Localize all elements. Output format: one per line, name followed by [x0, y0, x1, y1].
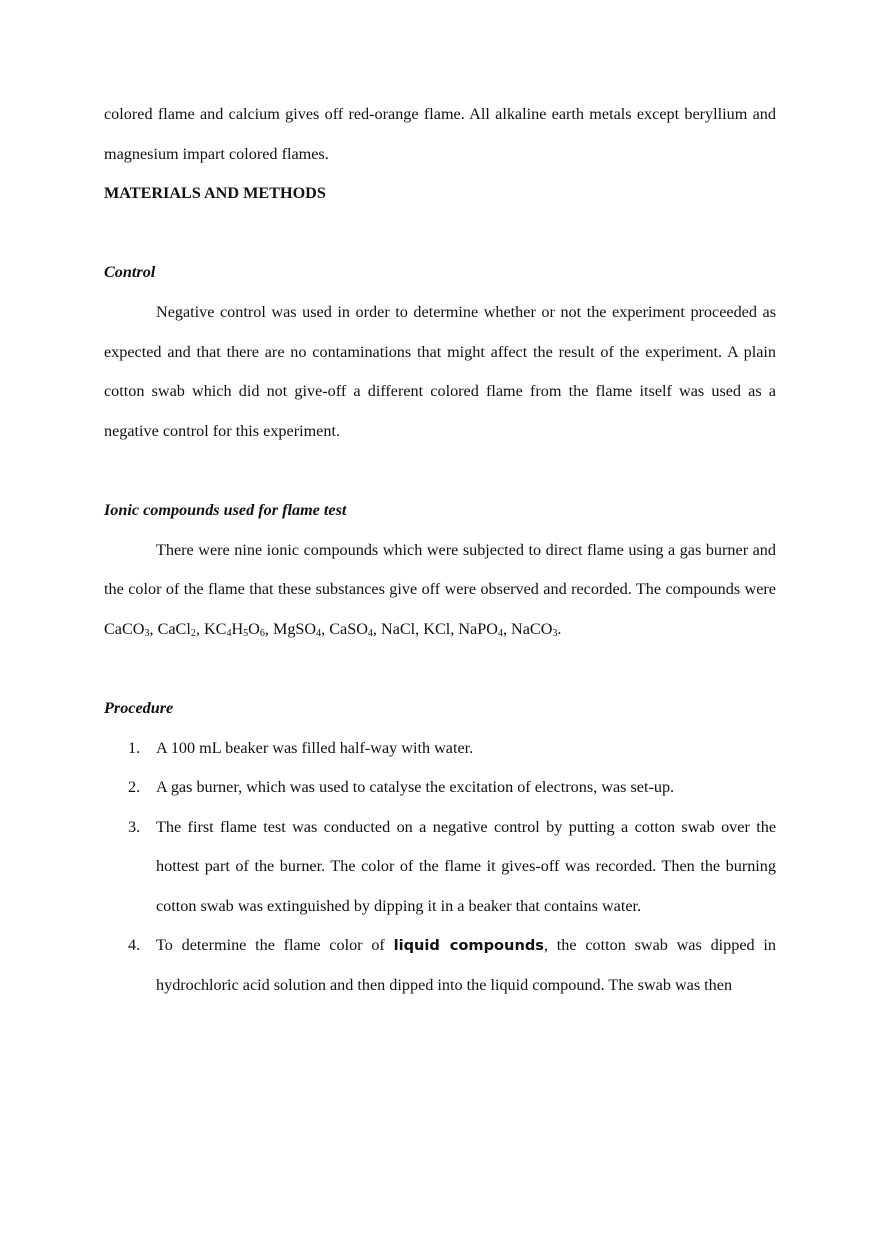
- compound-NaPO4: NaPO$_4$,: [458, 619, 512, 639]
- compound-MgSO4: MgSO$_4$,: [272, 619, 330, 639]
- step-text: To determine the flame color of liquid compounds, the cotton swab was dipped in hydrochloric acid solution and then dipped into the liquid compound. The swab was then: [156, 936, 776, 995]
- spacer: [104, 649, 776, 689]
- compound-KC4H5O6: $KC_4H_5O_6$,: [203, 619, 273, 639]
- procedure-list: [104, 729, 776, 1006]
- compound-KCl: KCl,: [423, 619, 459, 638]
- control-paragraph: Negative control was used in order to determine whether or not the experiment proceeded as expected and that there are no contaminations that might affect the result of the experiment. A plain cotton swab which did not give-off a different colored flame from the flame itself was used as a negative control for this experiment.: [104, 302, 776, 440]
- spacer: [104, 214, 776, 254]
- compound-CaCl2: CaCl$_2$,: [157, 619, 204, 639]
- spacer: [104, 451, 776, 491]
- step-text: A gas burner, which was used to catalyse the excitation of electrons, was set-up.: [156, 778, 675, 797]
- compound-NaCl: NaCl,: [381, 619, 424, 638]
- ionic-paragraph: [104, 531, 776, 650]
- compound-CaCO3: CaCO$_3$,: [104, 619, 158, 639]
- step-text: The first flame test was conducted on a negative control by putting a cotton swab over the hottest part of the burner. The color of the flame it gives-off was recorded. Then the burning cotton swab was extinguished by dipping it in a beaker that contains water.: [156, 817, 776, 915]
- procedure-step: [104, 808, 776, 927]
- step-number: 3.: [128, 817, 141, 836]
- control-heading: Control: [104, 263, 156, 282]
- ionic-text: There were nine ionic compounds which were subjected to direct flame using a gas burner and the color of the flame that these substances give off were observed and recorded. The compounds were: [104, 540, 776, 599]
- step-number: 4.: [128, 936, 141, 955]
- step-number: 1.: [128, 738, 141, 757]
- liquid-compounds-emphasis: liquid compounds: [393, 937, 544, 955]
- ionic-heading: Ionic compounds used for flame test: [104, 500, 347, 519]
- procedure-heading: Procedure: [104, 698, 174, 717]
- procedure-step: [104, 768, 776, 808]
- compound-CaSO4: CaSO$_4$,: [329, 619, 381, 639]
- procedure-step: [104, 729, 776, 769]
- step-number: 2.: [128, 778, 141, 797]
- step-text: A 100 mL beaker was filled half-way with water.: [156, 738, 474, 757]
- section-title: MATERIALS AND METHODS: [104, 184, 326, 203]
- procedure-step: [104, 926, 776, 1005]
- compound-NaCO3: NaCO$_3$.: [511, 619, 562, 639]
- document-page: [104, 95, 776, 1006]
- intro-paragraph: colored flame and calcium gives off red-orange flame. All alkaline earth metals except beryllium and magnesium impart colored flames.: [104, 105, 776, 163]
